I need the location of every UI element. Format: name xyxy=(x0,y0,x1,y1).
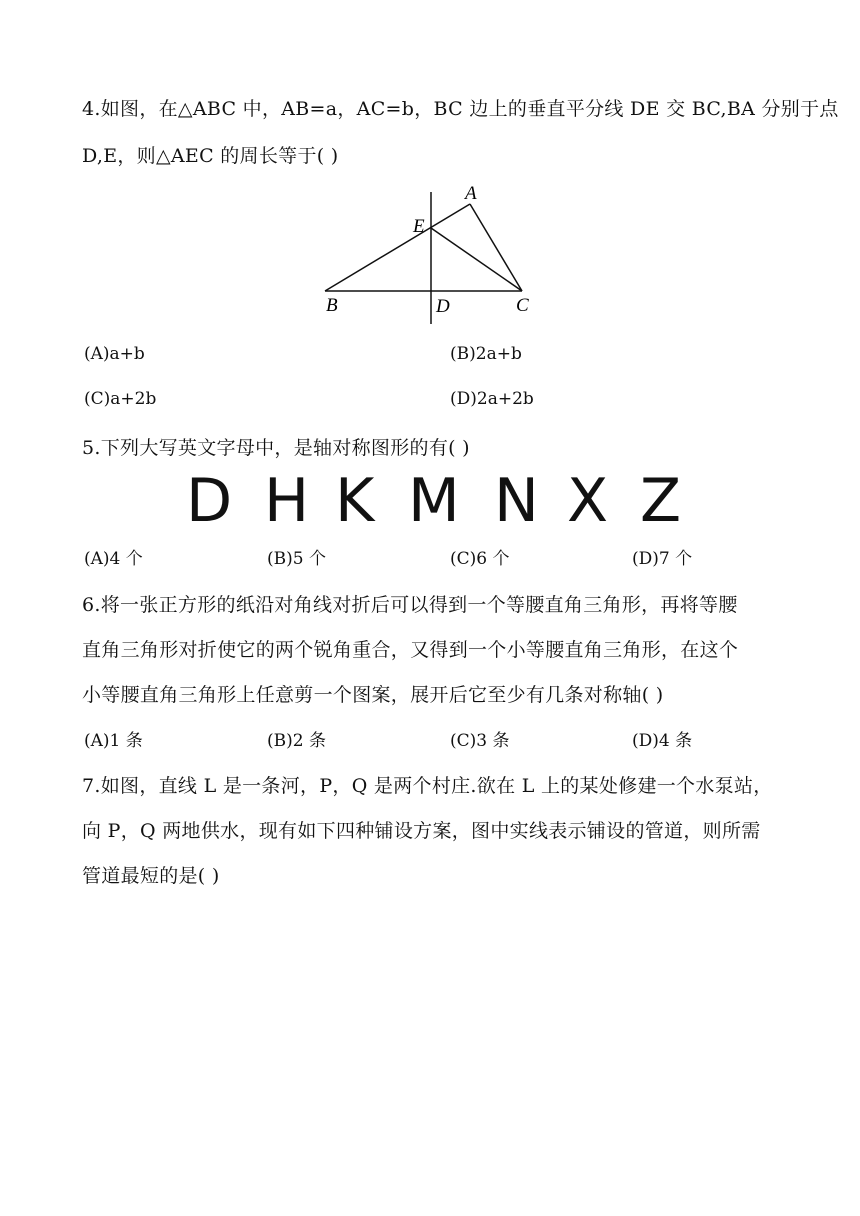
q4-option-c: (C)a+2b xyxy=(84,389,157,409)
q6-text-line-3: 小等腰直角三角形上任意剪一个图案，展开后它至少有几条对称轴( ) xyxy=(82,684,664,706)
label-a: A xyxy=(465,183,477,204)
letter-z: Z xyxy=(640,466,682,536)
q5-option-c: (C)6 个 xyxy=(450,549,510,569)
q5-option-b: (B)5 个 xyxy=(267,549,326,569)
letter-h: H xyxy=(264,466,310,536)
q6-text-line-2: 直角三角形对折使它的两个锐角重合，又得到一个小等腰直角三角形，在这个 xyxy=(82,639,739,661)
q4-text-line-2: D,E，则△AEC 的周长等于( ) xyxy=(82,145,339,167)
q6-option-a: (A)1 条 xyxy=(84,731,143,751)
q4-triangle-figure xyxy=(310,170,550,332)
letter-k: K xyxy=(335,466,375,536)
q4-text-line-1: 4.如图，在△ABC 中，AB=a，AC=b，BC 边上的垂直平分线 DE 交 BC,BA 分别于点 xyxy=(82,98,839,120)
q7-text-line-2: 向 P，Q 两地供水，现有如下四种铺设方案，图中实线表示铺设的管道，则所需 xyxy=(82,820,761,842)
q6-option-c: (C)3 条 xyxy=(450,731,510,751)
letter-d: D xyxy=(186,466,233,536)
letter-x: X xyxy=(567,466,609,536)
q4-option-d: (D)2a+2b xyxy=(450,389,534,409)
q5-letters-row xyxy=(183,468,683,534)
q6-option-b: (B)2 条 xyxy=(267,731,326,751)
q6-option-d: (D)4 条 xyxy=(632,731,693,751)
line-ac xyxy=(470,204,522,291)
label-d: D xyxy=(436,296,450,317)
letter-n: N xyxy=(494,466,539,536)
label-b: B xyxy=(326,295,338,316)
q5-text-line-1: 5.下列大写英文字母中，是轴对称图形的有( ) xyxy=(82,437,470,459)
q4-option-b: (B)2a+b xyxy=(450,344,522,364)
line-ec xyxy=(431,228,522,291)
q5-option-a: (A)4 个 xyxy=(84,549,143,569)
q5-option-d: (D)7 个 xyxy=(632,549,693,569)
label-c: C xyxy=(516,295,529,316)
q6-text-line-1: 6.将一张正方形的纸沿对角线对折后可以得到一个等腰直角三角形，再将等腰 xyxy=(82,594,738,616)
q7-text-line-1: 7.如图，直线 L 是一条河，P，Q 是两个村庄.欲在 L 上的某处修建一个水泵站， xyxy=(82,775,773,797)
q7-text-line-3: 管道最短的是( ) xyxy=(82,865,220,887)
label-e: E xyxy=(413,216,425,237)
line-ba xyxy=(325,204,470,291)
letter-m: M xyxy=(408,466,460,536)
q4-option-a: (A)a+b xyxy=(84,344,145,364)
